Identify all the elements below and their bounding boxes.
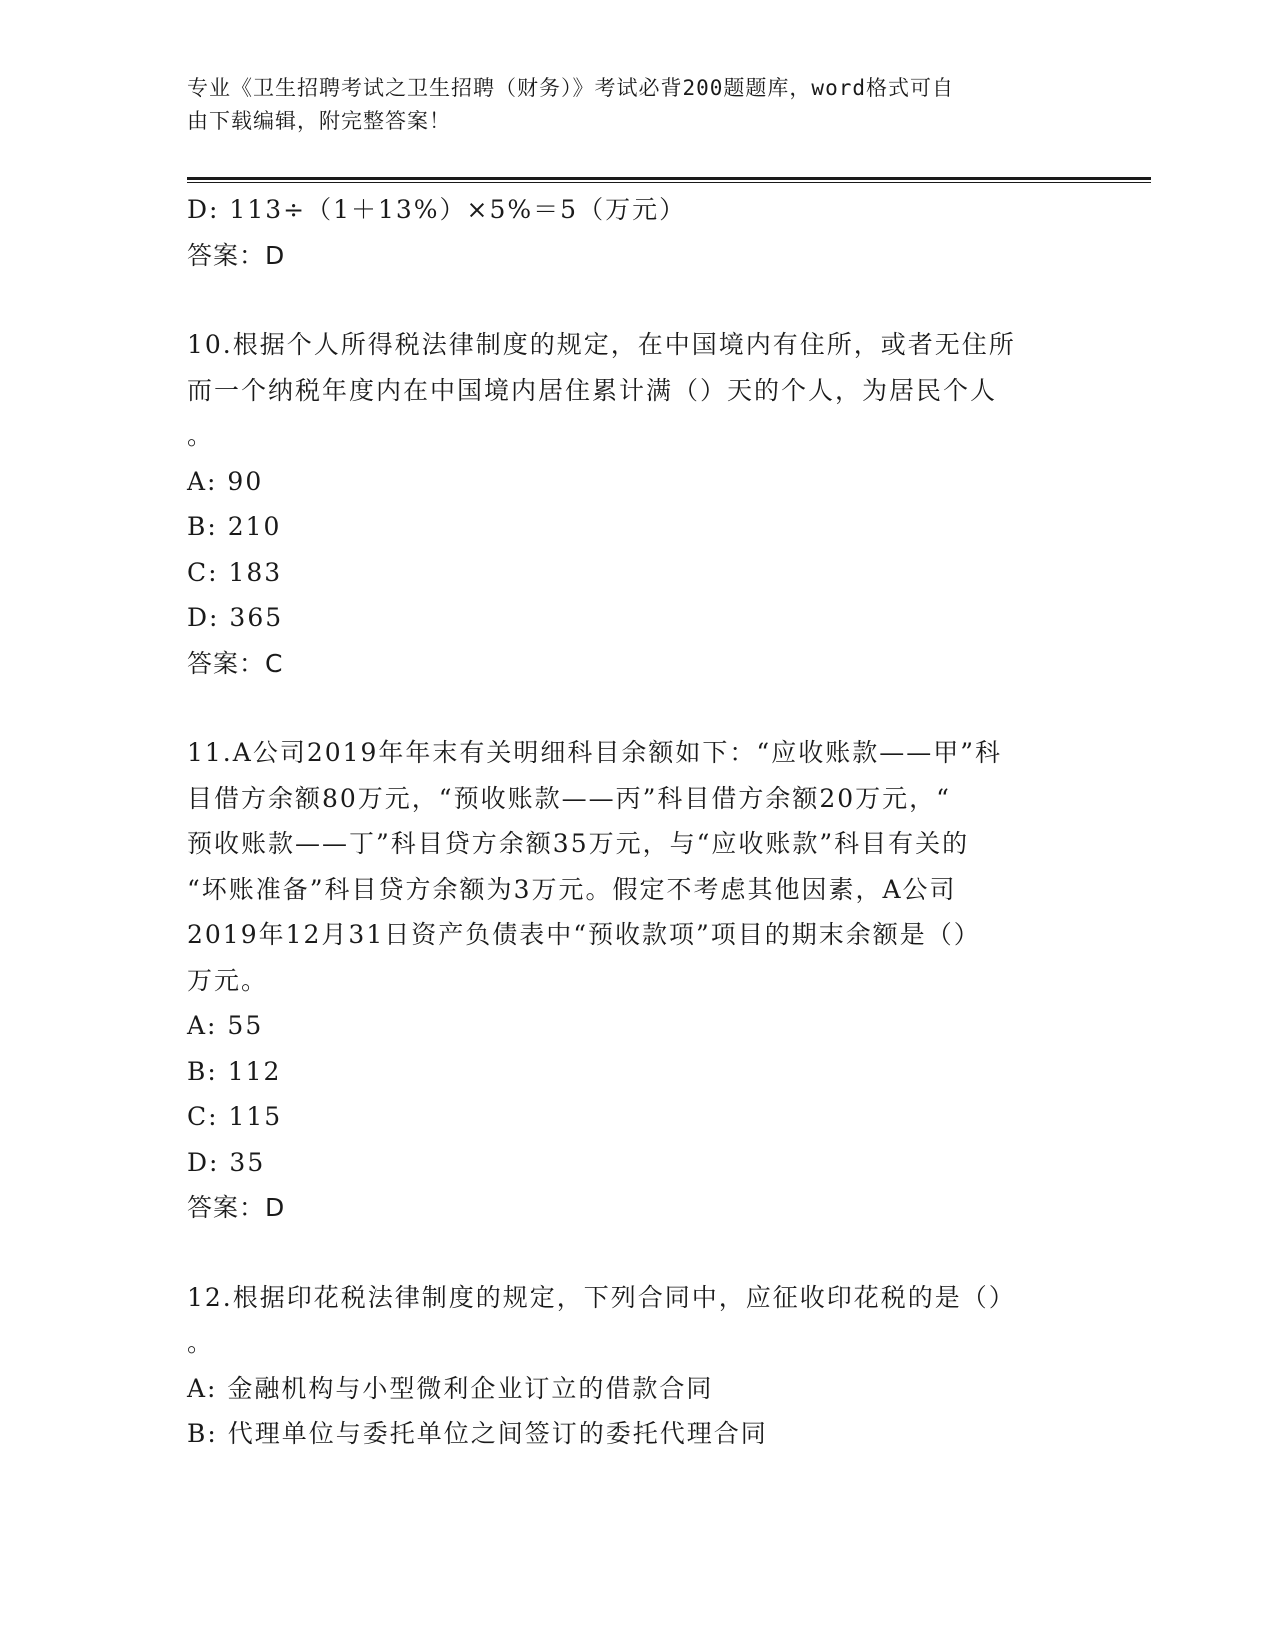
question-11	[187, 730, 1087, 1231]
answer-line: 答案：C	[187, 648, 284, 678]
question-10	[187, 322, 1087, 686]
option-b: B: 112	[187, 1056, 282, 1086]
question-stem-line: 万元。	[187, 965, 269, 995]
option-c: C: 183	[187, 557, 283, 587]
option-d: D: 35	[187, 1147, 266, 1177]
question-stem-line: 而一个纳税年度内在中国境内居住累计满（）天的个人，为居民个人	[187, 375, 998, 405]
option-a: A: 金融机构与小型微利企业订立的借款合同	[187, 1373, 714, 1403]
spacer	[187, 278, 1087, 322]
question-stem-line: 10.根据个人所得税法律制度的规定，在中国境内有住所，或者无住所	[187, 330, 1016, 359]
question-stem-line: 。	[187, 421, 215, 450]
option-a: A: 55	[187, 1011, 264, 1040]
question-stem-line: 预收账款——丁”科目贷方余额35万元，与“应收账款”科目有关的	[187, 829, 970, 858]
option-c: C: 115	[187, 1102, 283, 1131]
spacer	[187, 686, 1087, 730]
option-a: A: 90	[187, 466, 264, 496]
header-rule-thin	[187, 182, 1151, 183]
option-b: B: 210	[187, 512, 282, 541]
header-line-1: 专业《卫生招聘考试之卫生招聘（财务）》考试必背200题题库，word格式可自	[187, 76, 954, 100]
option-b: B: 代理单位与委托单位之间签订的委托代理合同	[187, 1419, 768, 1448]
spacer	[187, 1231, 1087, 1275]
answer-line: 答案：D	[187, 1193, 286, 1222]
question-12	[187, 1275, 1087, 1457]
option-d: D: 365	[187, 603, 284, 632]
document-body	[187, 187, 1087, 1457]
option-d: D: 113÷（1＋13%）×5%＝5（万元）	[187, 195, 687, 224]
previous-question-tail	[187, 187, 1087, 278]
question-stem-line: 2019年12月31日资产负债表中“预收款项”项目的期末余额是（）	[187, 920, 981, 949]
question-stem-line: 。	[187, 1328, 215, 1357]
header-rule-thick	[187, 177, 1151, 180]
page-header	[187, 72, 1087, 138]
question-stem-line: 目借方余额80万元，“预收账款——丙”科目借方余额20万元，“	[187, 783, 951, 813]
header-line-2: 由下载编辑，附完整答案！	[187, 109, 451, 133]
question-stem-line: 12.根据印花税法律制度的规定，下列合同中，应征收印花税的是（）	[187, 1282, 1016, 1312]
question-stem-line: 11.A公司2019年年末有关明细科目余额如下：“应收账款——甲”科	[187, 738, 1002, 767]
answer-line: 答案：D	[187, 240, 286, 270]
question-stem-line: “坏账准备”科目贷方余额为3万元。假定不考虑其他因素，A公司	[187, 874, 957, 904]
